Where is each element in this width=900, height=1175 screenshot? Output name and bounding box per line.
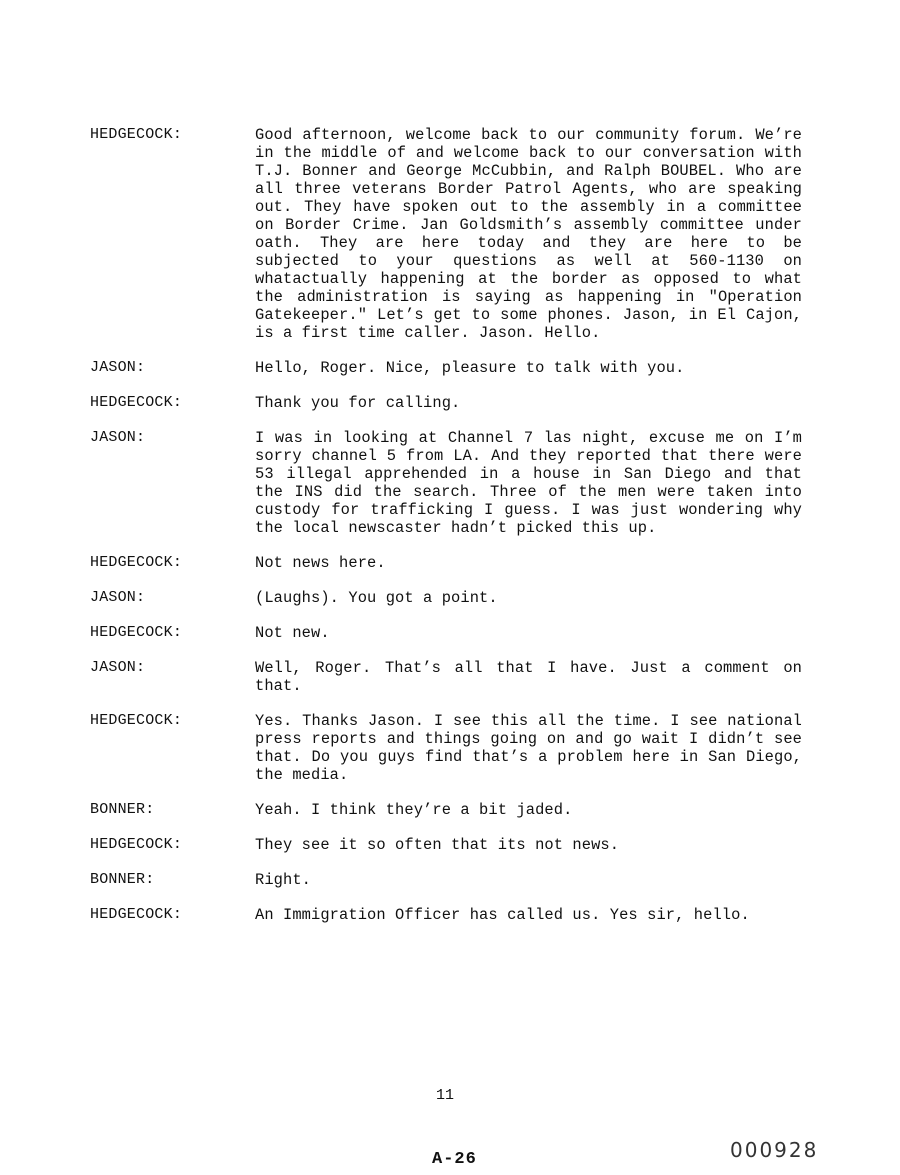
speech-text: Yes. Thanks Jason. I see this all the time. I see national press reports and things going on and go wait I didn’t see that. Do you guys find that’s a problem here in San Diego, the media. <box>255 712 802 784</box>
page-number: 11 <box>436 1087 455 1104</box>
speech-text: Not new. <box>255 624 330 642</box>
transcript-entry <box>90 836 802 854</box>
speaker-label: JASON: <box>90 359 146 376</box>
speaker-label: HEDGECOCK: <box>90 554 183 571</box>
bates-number: 000928 <box>730 1138 819 1162</box>
speaker-label: JASON: <box>90 589 146 606</box>
speech-text: Thank you for calling. <box>255 394 461 412</box>
speaker-label: HEDGECOCK: <box>90 126 183 143</box>
transcript-entry <box>90 126 802 342</box>
exhibit-label: A-26 <box>432 1150 477 1169</box>
transcript-entry <box>90 906 802 924</box>
transcript-entry <box>90 624 802 642</box>
transcript-entry <box>90 801 802 819</box>
transcript-entry <box>90 359 802 377</box>
transcript-entry <box>90 429 802 537</box>
transcript-entry <box>90 659 802 695</box>
speaker-label: HEDGECOCK: <box>90 394 183 411</box>
speech-text: Right. <box>255 871 312 889</box>
speech-text: Well, Roger. That’s all that I have. Just a comment on that. <box>255 659 802 695</box>
speech-text: Yeah. I think they’re a bit jaded. <box>255 801 573 819</box>
speaker-label: HEDGECOCK: <box>90 836 183 853</box>
speaker-label: BONNER: <box>90 871 155 888</box>
speaker-label: BONNER: <box>90 801 155 818</box>
transcript-entry <box>90 589 802 607</box>
speech-text: An Immigration Officer has called us. Yes sir, hello. <box>255 906 750 924</box>
transcript-entry <box>90 712 802 784</box>
speaker-label: JASON: <box>90 659 146 676</box>
speech-text: Not news here. <box>255 554 386 572</box>
speech-text: They see it so often that its not news. <box>255 836 620 854</box>
speaker-label: HEDGECOCK: <box>90 906 183 923</box>
speech-text: Hello, Roger. Nice, pleasure to talk with you. <box>255 359 685 377</box>
speaker-label: JASON: <box>90 429 146 446</box>
transcript-entry <box>90 554 802 572</box>
transcript-entry <box>90 871 802 889</box>
speech-text: (Laughs). You got a point. <box>255 589 498 607</box>
speech-text: I was in looking at Channel 7 las night, excuse me on I’m sorry channel 5 from LA. And they reported that there were 53 illegal apprehended in a house in San Diego and that the INS did the search. Three of the men were taken into custody for trafficking I guess. I was just wondering why the local newscaster hadn’t picked this up. <box>255 429 802 537</box>
speaker-label: HEDGECOCK: <box>90 712 183 729</box>
transcript-entry <box>90 394 802 412</box>
transcript-body <box>90 126 802 941</box>
speaker-label: HEDGECOCK: <box>90 624 183 641</box>
speech-text: Good afternoon, welcome back to our community forum. We’re in the middle of and welcome back to our conversation with T.J. Bonner and George McCubbin, and Ralph BOUBEL. Who are all three veterans Border Patrol Agents, who are speaking out. They have spoken out to the assembly in a committee on Border Crime. Jan Goldsmith’s assembly committee under oath. They are here today and they are here to be subjected to your questions as well at 560-1130 on whatactually happening at the border as opposed to what the administration is saying as happening in "Operation Gatekeeper." Let’s get to some phones. Jason, in El Cajon, is a first time caller. Jason. Hello. <box>255 126 802 342</box>
